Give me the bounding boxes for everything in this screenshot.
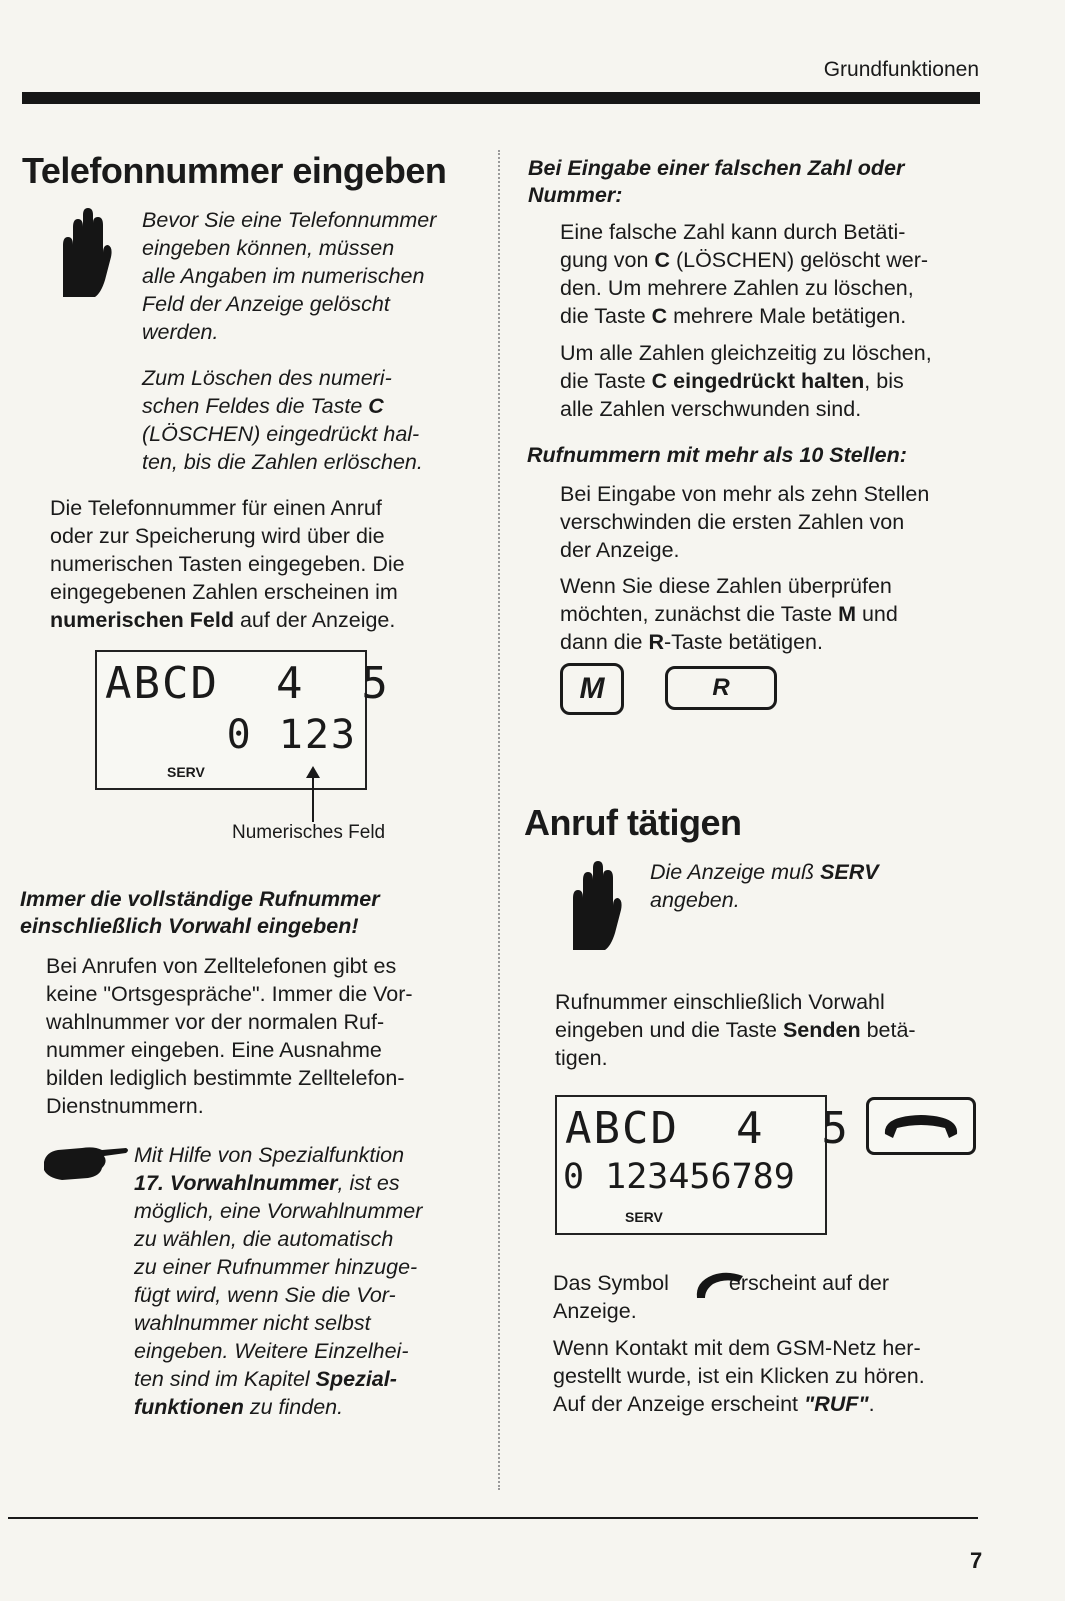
tip-special-function: Mit Hilfe von Spezialfunktion 17. Vorwahlnummer, ist es möglich, eine Vorwahlnummer zu wählen, die automatisch zu einer Rufnummer hinzuge- fügt wird, wenn Sie die Vor- wahlnummer nicht selbst eingeben. Weitere Einzelhei- ten sind im Kapitel Spezial- funktionen zu finden. <box>134 1143 423 1419</box>
pointing-hand-icon <box>42 1140 130 1184</box>
paragraph-delete-all: Um alle Zahlen gleichzeitig zu löschen, die Taste C eingedrückt halten, bis alle Zahlen verschwunden sind. <box>560 341 932 421</box>
area-code-paragraph: Bei Anrufen von Zelltelefonen gibt es keine "Ortsgespräche". Immer die Vor- wahlnummer vor der normalen Ruf- nummer eingeben. Eine Ausnahme bilden lediglich bestimmte Zelltelefon- Dienstnummern. <box>46 954 413 1118</box>
section-title-anruf: Anruf tätigen <box>524 802 742 843</box>
intro-paragraph: Die Telefonnummer für einen Anruf oder zur Speicherung wird über die numerischen Tasten eingegeben. Die eingegebenen Zahlen erscheinen im numerischen Feld auf der Anzeige. <box>50 496 405 632</box>
hand-warning-icon <box>565 858 625 953</box>
display-serv-indicator: SERV <box>625 1209 663 1225</box>
lcd-display-example <box>95 650 390 790</box>
paragraph-symbol: Das Symbol erscheint auf der Anzeige. <box>553 1271 890 1323</box>
subhead-full-number: Immer die vollständige Rufnummer einschließlich Vorwahl eingeben! <box>20 887 380 938</box>
display-top-row: ABCD 4 5 <box>565 1103 850 1154</box>
running-header: Grundfunktionen <box>823 58 979 81</box>
subhead-more-than-10-digits: Rufnummern mit mehr als 10 Stellen: <box>527 443 907 467</box>
key-m-icon: M <box>560 663 624 715</box>
column-divider <box>498 150 500 1490</box>
footer-rule <box>8 1517 978 1519</box>
pointer-arrow-icon <box>302 764 324 824</box>
note-serv-required: Die Anzeige muß SERV angeben. <box>650 860 879 912</box>
send-key-icon <box>866 1097 976 1155</box>
header-rule <box>22 92 980 104</box>
subhead-wrong-number: Bei Eingabe einer falschen Zahl oder Nummer: <box>528 156 905 207</box>
numeric-field-caption: Numerisches Feld <box>232 822 386 843</box>
paragraph-review-digits: Wenn Sie diese Zahlen überprüfen möchten, zunächst die Taste M und dann die R-Taste betätigen. <box>560 574 898 654</box>
paragraph-gsm-connection: Wenn Kontakt mit dem GSM-Netz her- gestellt wurde, ist ein Klicken zu hören. Auf der Anzeige erscheint "RUF". <box>553 1336 925 1416</box>
note-clear-instruction: Zum Löschen des numeri- schen Feldes die Taste C (LÖSCHEN) eingedrückt hal- ten, bis die Zahlen erlöschen. <box>142 366 423 474</box>
note-clear-before-input: Bevor Sie eine Telefonnummer eingeben können, müssen alle Angaben im numerischen Feld der Anzeige gelöscht werden. <box>142 208 437 344</box>
display-serv-indicator: SERV <box>167 764 205 780</box>
section-title-telefonnummer: Telefonnummer eingeben <box>22 150 447 191</box>
page-number: 7 <box>970 1548 983 1573</box>
paragraph-long-number: Bei Eingabe von mehr als zehn Stellen verschwinden die ersten Zahlen von der Anzeige. <box>560 482 930 562</box>
paragraph-dial-send: Rufnummer einschließlich Vorwahl eingeben und die Taste Senden betä- tigen. <box>555 990 916 1070</box>
lcd-display-dialing <box>555 1095 850 1235</box>
paragraph-delete-digit: Eine falsche Zahl kann durch Betäti- gung von C (LÖSCHEN) gelöscht wer- den. Um mehrere Zahlen zu löschen, die Taste C mehrere Male betätigen. <box>560 220 929 328</box>
handset-icon <box>693 1266 745 1302</box>
display-top-row: ABCD 4 5 <box>105 658 390 709</box>
display-number-field: 0 123456789 <box>563 1157 795 1197</box>
hand-warning-icon <box>55 205 115 300</box>
display-number-field: 0 123 <box>226 712 357 758</box>
key-r-icon: R <box>665 666 777 710</box>
